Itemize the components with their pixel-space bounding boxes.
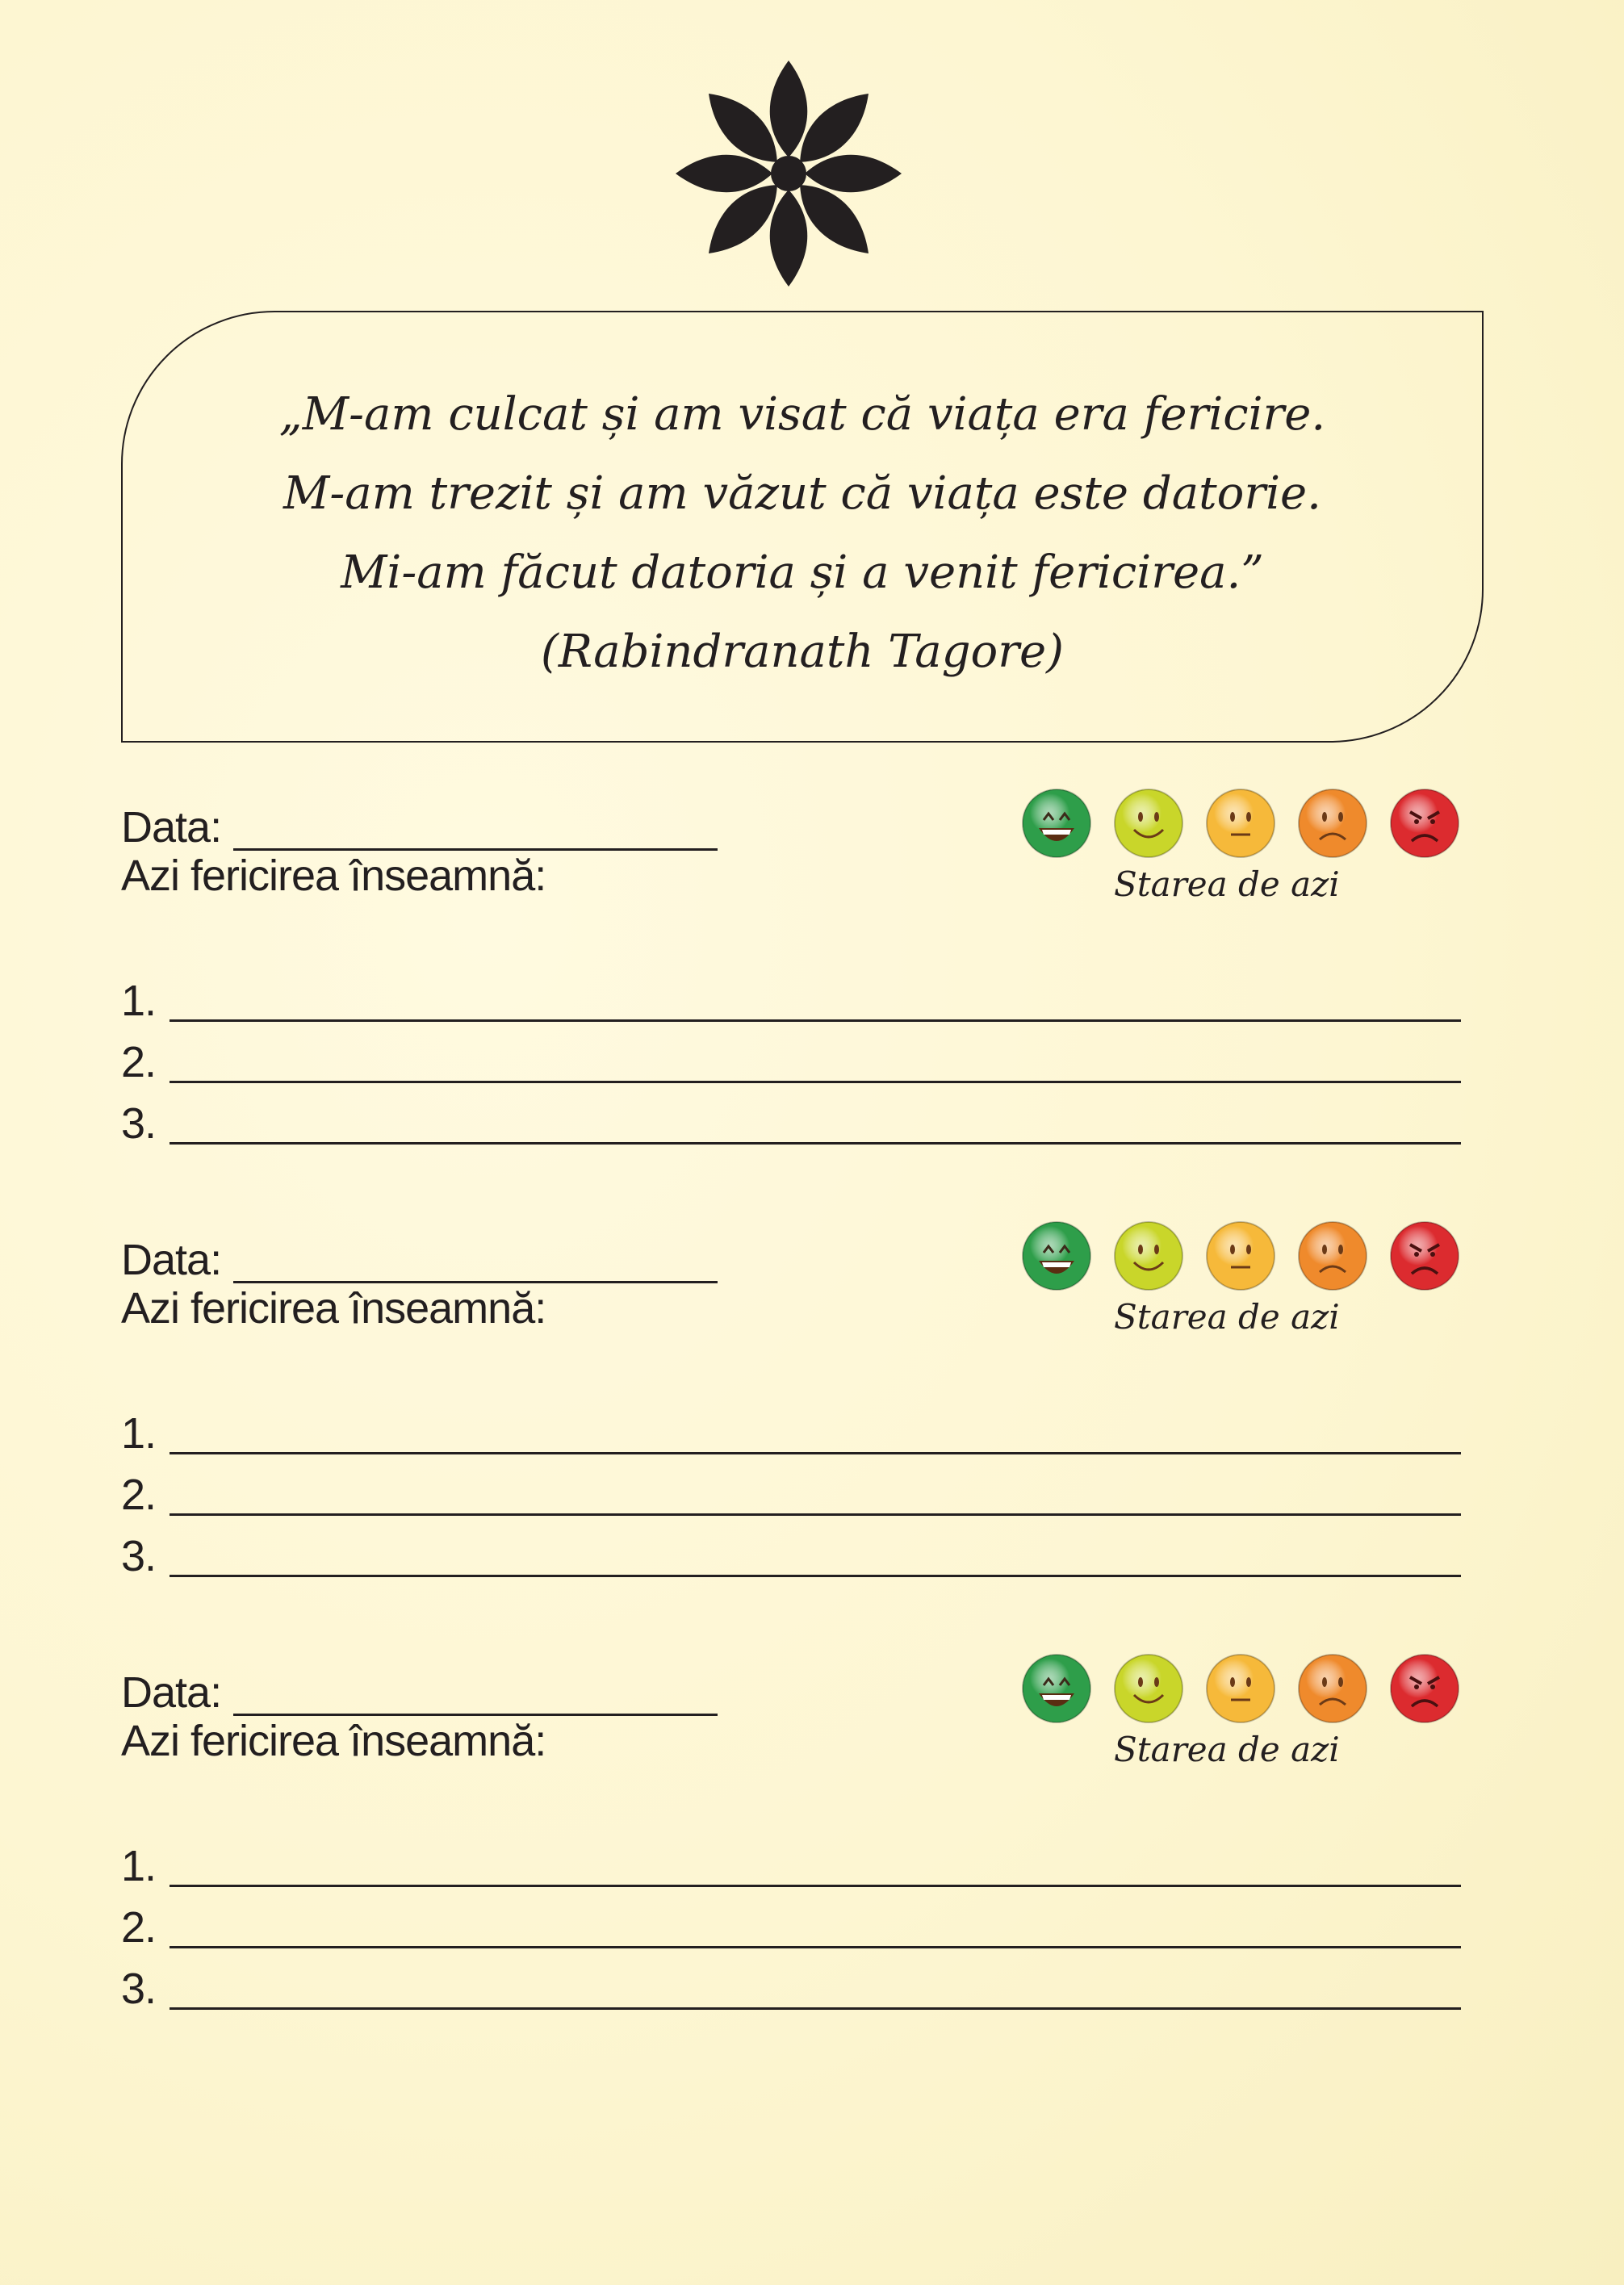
list-item <box>121 1091 1461 1148</box>
answer-line[interactable] <box>170 1142 1461 1145</box>
date-row <box>121 788 221 852</box>
item-number: 2. <box>121 1903 157 1952</box>
item-number: 2. <box>121 1471 157 1519</box>
item-number: 2. <box>121 1038 157 1086</box>
mood-caption: Starea de azi <box>1114 1730 1340 1769</box>
journal-entry <box>0 1653 1624 2040</box>
answer-line[interactable] <box>170 1575 1461 1577</box>
laughing-face-icon[interactable] <box>1021 788 1092 859</box>
quote <box>121 375 1484 692</box>
date-label: Data: <box>121 803 222 852</box>
list-item <box>121 1524 1461 1580</box>
quote-line: „M-am culcat și am visat că viața era fericire. <box>278 388 1326 441</box>
smiling-face-icon[interactable] <box>1113 788 1184 859</box>
smiling-face-icon[interactable] <box>1113 1653 1184 1724</box>
quote-author: (Rabindranath Tagore) <box>540 626 1065 678</box>
journal-entry <box>0 1220 1624 1608</box>
mood-selector <box>1021 788 1465 860</box>
answer-line[interactable] <box>170 1946 1461 1948</box>
angry-face-icon[interactable] <box>1389 1220 1460 1291</box>
answer-line[interactable] <box>170 2007 1461 2010</box>
list-item <box>121 1401 1461 1458</box>
answer-line[interactable] <box>170 1452 1461 1454</box>
list-item <box>121 1895 1461 1952</box>
neutral-face-icon[interactable] <box>1205 1220 1276 1291</box>
flower-icon <box>672 56 906 291</box>
list-item <box>121 1956 1461 2013</box>
quote-line: M-am trezit și am văzut că viața este datorie. <box>283 467 1321 520</box>
journal-entry <box>0 788 1624 1175</box>
frowning-face-icon[interactable] <box>1297 1653 1368 1724</box>
date-row <box>121 1653 221 1718</box>
list-item <box>121 969 1461 1025</box>
answer-line[interactable] <box>170 1885 1461 1887</box>
item-number: 3. <box>121 1099 157 1148</box>
happiness-meaning-label: Azi fericirea înseamnă: <box>121 1717 546 1765</box>
mood-caption: Starea de azi <box>1114 864 1340 904</box>
date-row <box>121 1220 221 1285</box>
list-item <box>121 1834 1461 1890</box>
answer-line[interactable] <box>170 1081 1461 1083</box>
quote-line: Mi-am făcut datoria și a venit fericirea.” <box>341 546 1264 599</box>
smiling-face-icon[interactable] <box>1113 1220 1184 1291</box>
item-number: 3. <box>121 1965 157 2013</box>
mood-caption: Starea de azi <box>1114 1297 1340 1337</box>
happiness-meaning-label: Azi fericirea înseamnă: <box>121 852 546 900</box>
neutral-face-icon[interactable] <box>1205 1653 1276 1724</box>
answer-line[interactable] <box>170 1019 1461 1022</box>
mood-selector <box>1021 1220 1465 1293</box>
angry-face-icon[interactable] <box>1389 788 1460 859</box>
answer-line[interactable] <box>170 1513 1461 1516</box>
frowning-face-icon[interactable] <box>1297 788 1368 859</box>
frowning-face-icon[interactable] <box>1297 1220 1368 1291</box>
laughing-face-icon[interactable] <box>1021 1653 1092 1724</box>
angry-face-icon[interactable] <box>1389 1653 1460 1724</box>
list-item <box>121 1463 1461 1519</box>
happiness-meaning-label: Azi fericirea înseamnă: <box>121 1284 546 1333</box>
item-number: 3. <box>121 1532 157 1580</box>
neutral-face-icon[interactable] <box>1205 788 1276 859</box>
item-number: 1. <box>121 1409 157 1458</box>
date-label: Data: <box>121 1668 222 1717</box>
list-item <box>121 1030 1461 1086</box>
item-number: 1. <box>121 977 157 1025</box>
mood-selector <box>1021 1653 1465 1726</box>
item-number: 1. <box>121 1842 157 1890</box>
date-label: Data: <box>121 1236 222 1284</box>
laughing-face-icon[interactable] <box>1021 1220 1092 1291</box>
